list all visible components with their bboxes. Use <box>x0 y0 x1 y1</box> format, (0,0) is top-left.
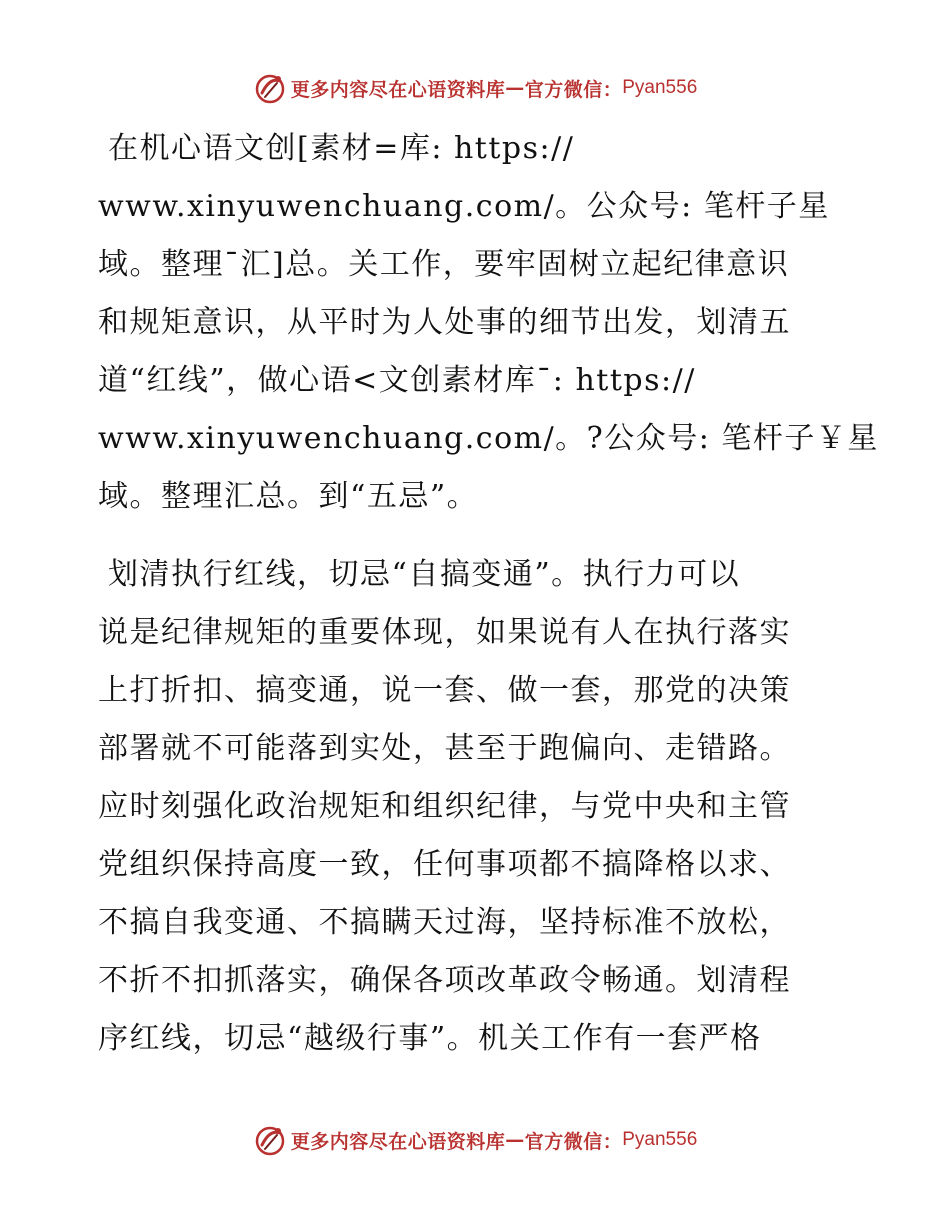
text-line: 和规矩意识，从平时为人处事的细节出发，划清五 <box>98 305 791 340</box>
text-line: 不搞自我变通、不搞瞒天过海，坚持标准不放松， <box>98 905 791 940</box>
paragraph-2 <box>98 546 850 1068</box>
banner-dash: — <box>505 1129 525 1151</box>
text-line: 说是纪律规矩的重要体现，如果说有人在执行落实 <box>98 615 791 650</box>
text-line: 划清执行红线，切忌“自搞变通”。执行力可以 <box>108 557 741 592</box>
text-line: 域。整理汇总。到“五忌”。 <box>98 479 479 514</box>
text-line: www.xinyuwenchuang.com/。公众号: 笔杆子星 <box>98 189 830 224</box>
text-line: 部署就不可能落到实处，甚至于跑偏向、走错路。 <box>98 731 791 766</box>
text-line: 应时刻强化政治规矩和组织纪律，与党中央和主管 <box>98 789 791 824</box>
text-line: www.xinyuwenchuang.com/。?公众号: 笔杆子￥星 <box>98 421 879 456</box>
text-line: 域。整理¯汇]总。关工作，要牢固树立起纪律意识 <box>98 247 790 282</box>
header-banner <box>0 68 950 108</box>
brand-logo-icon <box>253 1123 287 1157</box>
text-line: 道“红线”，做心语<文创素材库¯: https:// <box>98 363 696 398</box>
brand-logo-icon <box>253 71 287 105</box>
text-line: 党组织保持高度一致，任何事项都不搞降格以求、 <box>98 847 791 882</box>
site-slogan: 更多内容尽在心语资料库 <box>290 78 506 101</box>
wechat-label: 官方微信： <box>524 78 623 101</box>
text-line: 不折不扣抓落实，确保各项改革政令畅通。划清程 <box>98 963 791 998</box>
footer-banner <box>0 1120 950 1160</box>
site-slogan: 更多内容尽在心语资料库 <box>290 1130 506 1153</box>
text-line: 在机心语文创[素材=库: https:// <box>108 131 575 166</box>
banner-dash: — <box>505 77 525 99</box>
text-line: 序红线，切忌“越级行事”。机关工作有一套严格 <box>98 1021 762 1056</box>
text-line: 上打折扣、搞变通，说一套、做一套，那党的决策 <box>98 673 791 708</box>
wechat-id: Pyan556 <box>622 1129 698 1150</box>
wechat-id: Pyan556 <box>622 77 698 98</box>
paragraph-1 <box>98 120 879 526</box>
wechat-label: 官方微信： <box>524 1130 623 1153</box>
